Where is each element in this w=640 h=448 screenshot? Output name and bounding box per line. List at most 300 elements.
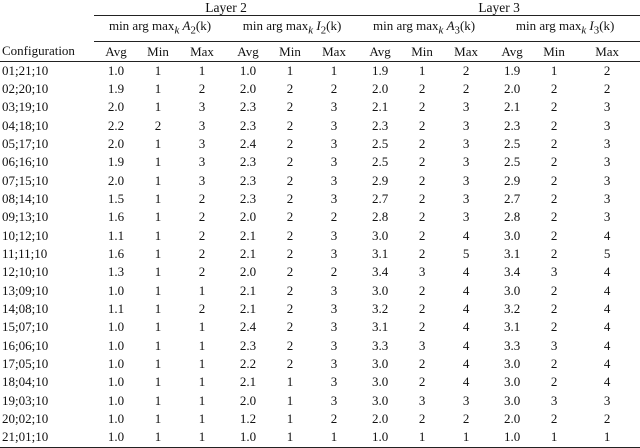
value-cell: 3 [603,172,611,188]
config-cell: 19;03;10 [2,392,49,408]
group-operator: min arg max [108,18,175,33]
value-cell: 3 [330,282,338,298]
value-cell: 2 [550,246,558,262]
value-cell: 1 [154,319,162,335]
value-cell: 1.0 [107,356,125,372]
value-cell: 1 [198,337,206,353]
sub-header-avg: Avg [237,43,259,59]
value-cell: 2 [286,227,294,243]
group-header-a2 [94,16,226,42]
table-row [0,282,640,300]
value-cell: 2 [462,411,470,427]
value-cell: 1 [330,62,338,78]
value-cell: 2 [550,117,558,133]
layer-header-row [0,0,640,16]
value-cell: 2.8 [503,209,521,225]
value-cell: 2.2 [107,117,125,133]
value-cell: 1 [154,99,162,115]
value-cell: 3.2 [503,301,521,317]
value-cell: 2.0 [503,411,521,427]
value-cell: 3 [330,301,338,317]
value-cell: 3.0 [371,392,389,408]
config-cell: 03;19;10 [2,99,49,115]
value-cell: 2 [286,209,294,225]
table-row [0,318,640,336]
table-row [0,117,640,135]
value-cell: 2 [550,191,558,206]
value-cell: 1 [198,429,206,445]
config-cell: 04;18;10 [2,117,49,133]
table-row [0,98,640,116]
value-cell: 3 [198,117,206,133]
value-cell: 2 [330,209,338,225]
value-cell: 3 [198,99,206,115]
value-cell: 3 [462,135,470,151]
value-cell: 2 [603,411,611,427]
value-cell: 2 [286,337,294,353]
value-cell: 3.4 [371,264,389,280]
table-row [0,80,640,98]
value-cell: 2 [418,374,426,390]
config-cell: 17;05;10 [2,356,49,372]
value-cell: 2 [603,80,611,96]
value-cell: 2 [418,135,426,151]
group-header-a3 [358,16,490,42]
value-cell: 1 [286,392,294,408]
value-cell: 2 [550,282,558,298]
sub-header-avg: Avg [105,43,127,59]
config-cell: 14;08;10 [2,301,49,317]
value-cell: 1 [154,337,162,353]
value-cell: 1 [550,429,558,445]
value-cell: 2.1 [239,282,257,298]
value-cell: 2 [286,301,294,317]
value-cell: 3 [330,154,338,170]
value-cell: 1 [198,62,206,78]
value-cell: 2 [550,209,558,225]
value-cell: 3 [418,392,426,408]
value-cell: 4 [462,319,470,335]
config-cell: 08;14;10 [2,191,49,206]
value-cell: 3 [330,319,338,335]
value-cell: 2 [198,227,206,243]
value-cell: 3 [330,246,338,262]
value-cell: 2 [286,80,294,96]
value-cell: 2.1 [371,99,389,115]
value-cell: 2 [286,319,294,335]
value-cell: 2 [603,62,611,78]
value-cell: 3 [418,337,426,353]
value-cell: 1 [154,62,162,78]
value-cell: 3.0 [503,282,521,298]
sub-header-max: Max [322,43,346,59]
group-function-arg: (k) [459,18,476,33]
value-cell: 3.1 [503,319,521,335]
value-cell: 2 [418,80,426,96]
value-cell: 1.9 [107,80,125,96]
value-cell: 2 [286,135,294,151]
value-cell: 4 [462,282,470,298]
value-cell: 2 [418,227,426,243]
value-cell: 1 [154,356,162,372]
value-cell: 2.7 [503,191,521,206]
value-cell: 2.4 [239,319,257,335]
value-cell: 3 [550,337,558,353]
config-cell: 13;09;10 [2,282,49,298]
value-cell: 2.0 [239,264,257,280]
group-header-i3 [490,16,640,42]
value-cell: 2 [418,191,426,206]
value-cell: 1.0 [239,429,257,445]
table-row [0,153,640,171]
value-cell: 3 [603,117,611,133]
value-cell: 1.0 [107,411,125,427]
value-cell: 5 [462,246,470,262]
config-cell: 20;02;10 [2,411,49,427]
value-cell: 3.0 [503,356,521,372]
group-operator-subscript: k [581,24,587,37]
value-cell: 2.9 [503,172,521,188]
value-cell: 2.0 [371,80,389,96]
group-function: I [589,18,594,33]
value-cell: 2.0 [107,135,125,151]
value-cell: 1 [154,282,162,298]
value-cell: 4 [603,319,611,335]
value-cell: 3.1 [371,246,389,262]
value-cell: 3.0 [371,227,389,243]
value-cell: 1.0 [503,429,521,445]
value-cell: 2 [198,191,206,206]
value-cell: 2 [330,411,338,427]
sub-header-row [0,41,640,61]
value-cell: 3 [198,135,206,151]
value-cell: 3.0 [503,374,521,390]
value-cell: 1.0 [107,337,125,353]
value-cell: 2.3 [239,191,257,206]
value-cell: 4 [603,301,611,317]
value-cell: 2.7 [371,191,389,206]
group-operator: min arg max [373,18,439,33]
value-cell: 2 [418,301,426,317]
value-cell: 3 [550,264,558,280]
table-row [0,263,640,281]
value-cell: 2.1 [503,99,521,115]
sub-header-min: Min [279,43,301,59]
value-cell: 2 [286,99,294,115]
config-cell: 06;16;10 [2,154,49,170]
sub-header-max: Max [454,43,478,59]
value-cell: 1 [154,264,162,280]
value-cell: 3 [603,135,611,151]
value-cell: 1.3 [107,264,125,280]
value-cell: 2 [198,264,206,280]
value-cell: 1 [154,172,162,188]
value-cell: 2.3 [503,117,521,133]
sub-header-avg: Avg [501,43,523,59]
value-cell: 4 [462,337,470,353]
table-row [0,190,640,208]
value-cell: 2 [418,246,426,262]
table-row [0,300,640,318]
table-row [0,227,640,245]
table-row [0,392,640,410]
value-cell: 1 [286,374,294,390]
value-cell: 1 [286,429,294,445]
value-cell: 1.1 [107,227,125,243]
value-cell: 2.4 [239,135,257,151]
value-cell: 3 [330,135,338,151]
value-cell: 3 [603,191,611,206]
value-cell: 2.0 [371,411,389,427]
value-cell: 4 [462,356,470,372]
value-cell: 1 [154,191,162,206]
value-cell: 2 [418,356,426,372]
value-cell: 3 [462,392,470,408]
group-header-i2 [226,16,358,42]
value-cell: 2 [550,374,558,390]
config-cell: 16;06;10 [2,337,49,353]
value-cell: 3.0 [503,227,521,243]
value-cell: 1 [154,154,162,170]
config-column-header: Configuration [2,43,75,59]
table-row [0,61,640,80]
value-cell: 1 [198,319,206,335]
config-cell: 12;10;10 [2,264,49,280]
value-cell: 2 [198,246,206,262]
value-cell: 2.5 [503,135,521,151]
value-cell: 2.1 [239,246,257,262]
value-cell: 2.0 [239,80,257,96]
value-cell: 2 [286,172,294,188]
value-cell: 4 [603,264,611,280]
value-cell: 2 [550,99,558,115]
value-cell: 4 [603,374,611,390]
value-cell: 1.0 [371,429,389,445]
value-cell: 1.1 [107,301,125,317]
group-operator-subscript: k [438,24,444,37]
value-cell: 3 [330,374,338,390]
value-cell: 3 [603,99,611,115]
value-cell: 1.0 [107,429,125,445]
value-cell: 1 [198,374,206,390]
value-cell: 2 [286,246,294,262]
config-cell: 02;20;10 [2,80,49,96]
value-cell: 3 [330,99,338,115]
value-cell: 3 [550,392,558,408]
value-cell: 1.0 [107,392,125,408]
value-cell: 3 [603,154,611,170]
group-function-index: 3 [454,24,460,37]
value-cell: 1 [550,62,558,78]
value-cell: 3.0 [371,374,389,390]
value-cell: 2 [550,227,558,243]
value-cell: 2.3 [239,172,257,188]
table-row [0,245,640,263]
value-cell: 3.0 [371,282,389,298]
layer-2-header: Layer 2 [94,0,358,16]
value-cell: 2.0 [239,209,257,225]
value-cell: 3 [462,172,470,188]
value-cell: 2.3 [239,337,257,353]
value-cell: 1 [462,429,470,445]
value-cell: 2.2 [239,356,257,372]
value-cell: 2.3 [371,117,389,133]
value-cell: 3 [198,154,206,170]
value-cell: 2 [286,264,294,280]
value-cell: 2.9 [371,172,389,188]
value-cell: 2 [198,301,206,317]
value-cell: 2 [198,209,206,225]
value-cell: 2 [418,172,426,188]
value-cell: 3 [462,99,470,115]
sub-header-min: Min [147,43,169,59]
value-cell: 1.0 [107,282,125,298]
value-cell: 2 [286,356,294,372]
value-cell: 1 [154,301,162,317]
value-cell: 1 [154,374,162,390]
group-function-index: 3 [593,24,600,37]
value-cell: 1 [286,62,294,78]
group-function-arg: (k) [326,18,342,33]
value-cell: 2.8 [371,209,389,225]
value-cell: 1.9 [371,62,389,78]
value-cell: 2 [330,80,338,96]
value-cell: 3.3 [371,337,389,353]
group-function: A [182,18,191,33]
value-cell: 1.0 [107,374,125,390]
table-header [0,0,640,61]
value-cell: 4 [462,374,470,390]
value-cell: 2 [418,209,426,225]
value-cell: 2.5 [503,154,521,170]
value-cell: 2 [418,319,426,335]
value-cell: 3.1 [503,246,521,262]
value-cell: 2 [550,172,558,188]
value-cell: 1 [286,411,294,427]
value-cell: 2.1 [239,374,257,390]
value-cell: 2.1 [239,227,257,243]
value-cell: 2 [550,411,558,427]
group-function: A [446,18,455,33]
value-cell: 1 [198,392,206,408]
value-cell: 3.1 [371,319,389,335]
value-cell: 3 [462,191,470,206]
sub-header-max: Max [595,43,620,59]
value-cell: 2.3 [239,99,257,115]
value-cell: 3 [462,209,470,225]
value-cell: 1 [154,246,162,262]
value-cell: 1 [198,356,206,372]
value-cell: 2.5 [371,135,389,151]
table-row [0,208,640,226]
value-cell: 4 [462,227,470,243]
value-cell: 2 [550,319,558,335]
sub-header-min: Min [543,43,565,59]
value-cell: 2.1 [239,301,257,317]
group-operator: min arg max [515,18,582,33]
value-cell: 2.0 [503,80,521,96]
group-operator: min arg max [242,18,309,33]
value-cell: 1.9 [503,62,521,78]
value-cell: 1 [330,429,338,445]
value-cell: 2 [550,301,558,317]
value-cell: 3 [330,191,338,206]
config-cell: 05;17;10 [2,135,49,151]
value-cell: 4 [603,337,611,353]
config-cell: 18;04;10 [2,374,49,390]
value-cell: 3.2 [371,301,389,317]
value-cell: 2 [550,154,558,170]
value-cell: 1.2 [239,411,257,427]
value-cell: 3 [462,117,470,133]
value-cell: 1 [154,80,162,96]
value-cell: 3 [603,392,611,408]
value-cell: 1 [154,411,162,427]
value-cell: 3.0 [503,392,521,408]
sub-header-avg: Avg [369,43,391,59]
value-cell: 3.4 [503,264,521,280]
value-cell: 3 [330,356,338,372]
value-cell: 3.0 [371,356,389,372]
value-cell: 2.3 [239,154,257,170]
value-cell: 2 [286,154,294,170]
value-cell: 5 [603,246,611,262]
sub-header-min: Min [411,43,433,59]
value-cell: 1 [418,62,426,78]
group-function: I [316,18,321,33]
value-cell: 1 [154,429,162,445]
value-cell: 4 [462,264,470,280]
table-row [0,410,640,428]
value-cell: 2.0 [239,392,257,408]
value-cell: 2 [286,282,294,298]
table-row [0,172,640,190]
value-cell: 3 [603,209,611,225]
group-header-row [0,16,640,42]
value-cell: 2 [462,80,470,96]
value-cell: 1.6 [107,246,125,262]
value-cell: 3 [330,337,338,353]
config-cell: 10;12;10 [2,227,49,243]
config-cell: 09;13;10 [2,209,49,225]
value-cell: 1 [154,227,162,243]
value-cell: 2.0 [107,99,125,115]
value-cell: 1.6 [107,209,125,225]
group-function-index: 2 [190,24,196,37]
value-cell: 1 [198,411,206,427]
value-cell: 2 [462,62,470,78]
value-cell: 3 [418,264,426,280]
value-cell: 1.0 [239,62,257,78]
value-cell: 2 [418,411,426,427]
table-row [0,135,640,153]
value-cell: 4 [462,301,470,317]
value-cell: 2 [198,80,206,96]
group-function-arg: (k) [195,18,212,33]
value-cell: 1 [154,209,162,225]
config-cell: 11;11;10 [2,246,48,262]
group-function-index: 2 [320,24,327,37]
value-cell: 2 [418,154,426,170]
value-cell: 1.0 [107,319,125,335]
value-cell: 3 [330,392,338,408]
value-cell: 2 [418,282,426,298]
value-cell: 4 [603,227,611,243]
value-cell: 3 [462,154,470,170]
value-cell: 3 [330,117,338,133]
value-cell: 1.0 [107,62,125,78]
value-cell: 2 [286,191,294,206]
